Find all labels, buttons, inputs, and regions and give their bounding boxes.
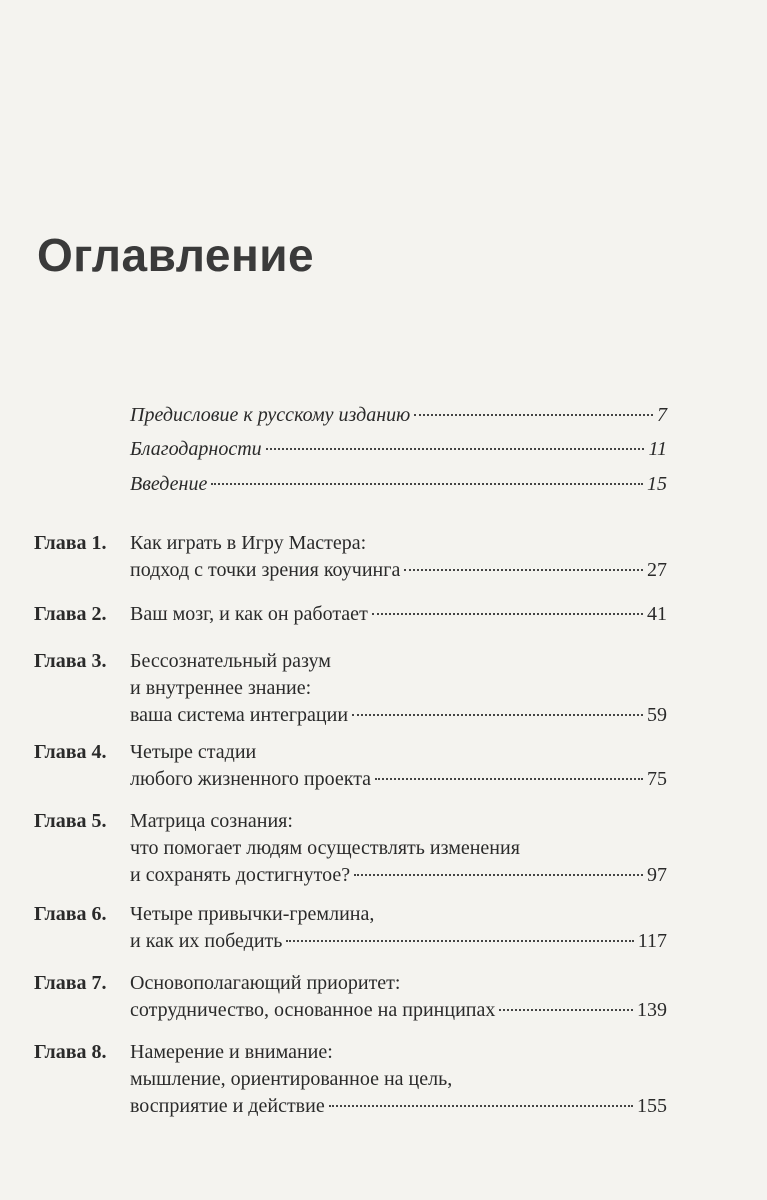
toc-chapter-5[interactable]	[130, 808, 667, 889]
toc-entry-title: Благодарности	[130, 438, 262, 460]
chapter-label: Глава 5.	[34, 810, 107, 832]
dot-leader	[404, 569, 643, 571]
chapter-title-line: Намерение и внимание:	[130, 1041, 333, 1063]
chapter-page: 41	[647, 603, 667, 625]
chapter-title-line: и как их победить	[130, 930, 283, 952]
chapter-title-line: восприятие и действие	[130, 1095, 325, 1117]
toc-entry-preface[interactable]	[130, 402, 667, 429]
dot-leader	[375, 778, 643, 780]
chapter-page: 27	[647, 559, 667, 581]
toc-chapter-6[interactable]	[130, 901, 667, 955]
toc-entry-title: Введение	[130, 473, 208, 495]
chapter-title-line: любого жизненного проекта	[130, 768, 372, 790]
chapter-page: 59	[647, 704, 667, 726]
chapter-title-line: Ваш мозг, и как он работает	[130, 603, 368, 625]
toc-chapter-3[interactable]	[130, 648, 667, 729]
dot-leader	[266, 448, 645, 450]
toc-entry-page: 7	[657, 404, 667, 426]
chapter-label: Глава 7.	[34, 972, 107, 994]
chapter-title-line: ваша система интеграции	[130, 704, 349, 726]
chapter-title-line: Четыре привычки-гремлина,	[130, 903, 375, 925]
chapter-page: 155	[637, 1095, 667, 1117]
dot-leader	[329, 1105, 633, 1107]
chapter-label: Глава 6.	[34, 903, 107, 925]
dot-leader	[354, 874, 643, 876]
dot-leader	[414, 414, 653, 416]
chapter-page: 117	[637, 930, 667, 952]
chapter-title-line: сотрудничество, основанное на принципах	[130, 999, 496, 1021]
chapter-title-line: что помогает людям осуществлять изменения	[130, 837, 520, 859]
chapter-title-line: подход с точки зрения коучинга	[130, 559, 401, 581]
chapter-title-line: Как играть в Игру Мастера:	[130, 532, 367, 554]
toc-entry-introduction[interactable]	[130, 471, 667, 498]
chapter-title-line: мышление, ориентированное на цель,	[130, 1068, 453, 1090]
toc-chapter-7[interactable]	[130, 970, 667, 1024]
toc-entry-title: Предисловие к русскому изданию	[130, 404, 411, 426]
dot-leader	[211, 483, 643, 485]
chapter-title-line: Основополагающий приоритет:	[130, 972, 401, 994]
toc-chapter-2[interactable]	[130, 601, 667, 628]
toc-chapter-1[interactable]	[130, 530, 667, 584]
chapter-label: Глава 2.	[34, 603, 107, 625]
toc-chapter-4[interactable]	[130, 739, 667, 793]
dot-leader	[286, 940, 633, 942]
chapter-label: Глава 1.	[34, 532, 107, 554]
chapter-label: Глава 8.	[34, 1041, 107, 1063]
chapter-title-line: Матрица сознания:	[130, 810, 293, 832]
dot-leader	[499, 1009, 633, 1011]
chapter-title-line: Четыре стадии	[130, 741, 257, 763]
chapter-page: 97	[647, 864, 667, 886]
dot-leader	[352, 714, 643, 716]
dot-leader	[372, 613, 643, 615]
chapter-page: 75	[647, 768, 667, 790]
chapter-title-line: и сохранять достигнутое?	[130, 864, 351, 886]
chapter-title-line: Бессознательный разум	[130, 650, 331, 672]
chapter-label: Глава 3.	[34, 650, 107, 672]
toc-chapter-8[interactable]	[130, 1039, 667, 1120]
chapter-page: 139	[637, 999, 667, 1021]
toc-entry-page: 11	[648, 438, 667, 460]
chapter-label: Глава 4.	[34, 741, 107, 763]
toc-entry-page: 15	[647, 473, 667, 495]
page-title: Оглавление	[37, 229, 315, 281]
toc-entry-acknowledgements[interactable]	[130, 436, 667, 463]
chapter-title-line: и внутреннее знание:	[130, 677, 312, 699]
